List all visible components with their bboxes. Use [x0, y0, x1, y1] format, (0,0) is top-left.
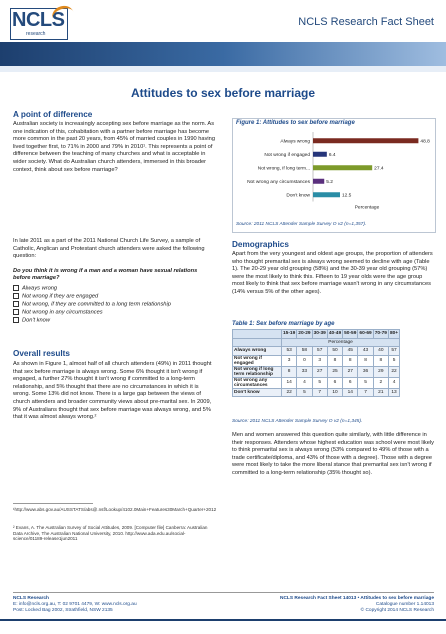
figure-title: Figure 1: Attitudes to sex before marriage	[236, 120, 355, 126]
table-header-cell: 15-19	[283, 331, 296, 337]
table-header-cell: 20-29	[298, 331, 311, 337]
section-body-demographics: Apart from the very youngest and oldest age groups, the proportion of attenders who thought premarital sex is always wrong seemed to decline with age (Table 1). The 20-29 year old grouping (58%) and the 30-39 year old grouping (57%) were the most likely to think this. Fifteen to 19 year olds were the age group most likely to think that sex before marriage wasn't wrong in any circumstances (14% versus 5% of the other ages).	[232, 251, 433, 295]
survey-option: Not wrong in any circumstances	[13, 309, 216, 317]
table-header-row	[233, 330, 400, 339]
table-cell: 25	[327, 366, 342, 377]
survey-question: Do you think it is wrong if a man and a woman have sexual relations before marriage?	[13, 268, 198, 282]
footnote-2: ² Evans, A. The Australian Survey of Social Attitudes, 2009. [Computer file] Canberra: Australian Data Archive, The Australian National University, 2010. http://www.ada.edu.au/social-science/01189-release1jun2011	[13, 525, 208, 542]
table-cell: 40	[373, 347, 388, 356]
table-header-cell	[233, 330, 282, 339]
table-header-cell: 30-39	[313, 331, 326, 337]
section-body-survey: In late 2011 as a part of the 2011 National Church Life Survey, a sample of Catholic, Anglican and Protestant church attenders were asked the following question:	[13, 238, 205, 260]
table-cell: 0	[297, 355, 312, 366]
table-cell: 5	[297, 388, 312, 397]
table-row-label: Always wrong	[233, 347, 282, 356]
footer-contact: E: info@ncls.org.au, T: 02 9701 4479, W: www.ncls.org.au	[13, 602, 137, 607]
table-cell: 8	[282, 366, 297, 377]
footer-factsheet: NCLS Research Fact Sheet 14013 • Attitudes to sex before marriage	[280, 596, 434, 601]
table-header-cell: 70-79	[374, 331, 387, 337]
x-axis-label: Percentage	[354, 205, 380, 211]
table-row-label: Not wrong if long term relationship	[233, 366, 282, 377]
table-cell: 8	[343, 355, 358, 366]
table-cell: 14	[343, 388, 358, 397]
figure-chart	[233, 128, 433, 216]
checkbox-icon	[13, 301, 19, 307]
category-label: Always wrong	[280, 139, 310, 145]
table-title: Table 1: Sex before marriage by age	[232, 321, 335, 327]
table-cell: 43	[358, 347, 373, 356]
survey-option: Don't know	[13, 317, 216, 325]
table-row-label: Not wrong any circumstances	[233, 377, 282, 388]
survey-option: Always wrong	[13, 285, 216, 293]
bar	[313, 152, 327, 157]
bar-value-label: 6.4	[328, 152, 336, 158]
table-cell: 13	[388, 388, 399, 397]
section-heading-difference: A point of difference	[13, 110, 93, 119]
survey-option: Not wrong, if they are committed to a long term relationship	[13, 301, 216, 309]
table-header-cell: 60-69	[359, 331, 372, 337]
table-cell: 14	[282, 377, 297, 388]
table-source: Source: 2011 NCLS Attender Sample Survey O v2 (n=1,345).	[232, 419, 363, 424]
category-label: Not wrong if engaged	[264, 152, 310, 158]
bar	[313, 179, 324, 184]
table-cell: 10	[327, 388, 342, 397]
table-cell: 6	[343, 377, 358, 388]
section-heading-demographics: Demographics	[232, 240, 289, 249]
footer-left	[13, 596, 137, 614]
survey-option: Not wrong if they are engaged	[13, 293, 216, 301]
table-cell: 22	[388, 366, 399, 377]
table-row	[233, 347, 400, 356]
checkbox-icon	[13, 317, 19, 323]
page-title: Attitudes to sex before marriage	[130, 86, 316, 100]
table-cell: 5	[388, 355, 399, 366]
table-subheader-row	[233, 338, 400, 347]
age-table	[232, 329, 400, 397]
table-row	[233, 388, 400, 397]
table-cell: 58	[297, 347, 312, 356]
header-banner-strip	[0, 66, 446, 72]
table-subheader: Percentage	[282, 338, 400, 347]
bar-value-label: 12.5	[342, 193, 352, 199]
survey-options	[13, 285, 216, 325]
logo-text: NCLS	[12, 9, 65, 31]
table-header-cell: 40-49	[328, 331, 342, 337]
table-cell: 4	[388, 377, 399, 388]
header-banner	[0, 42, 446, 66]
bar-value-label: 48.8	[420, 139, 430, 145]
table-cell: 3	[282, 355, 297, 366]
header-title: NCLS Research Fact Sheet	[298, 16, 434, 28]
section-body-closing: Men and women answered this question quite similarly, with little difference in their responses. Attenders whose highest education was school were most likely to think premarital sex is always wrong (53% compared to 49% of those with a trade certificate/diploma, and 43% of those with a degree). Those with a degree were most likely to take the more liberal stance that premarital sex isn't wrong if committed to a long-term relationship (35% thought so).	[232, 432, 435, 476]
bar	[313, 138, 418, 143]
table-cell: 6	[327, 377, 342, 388]
bar	[313, 165, 372, 170]
table-cell: 45	[343, 347, 358, 356]
table-cell: 27	[343, 366, 358, 377]
footer-catalogue: Catalogue number 1.14013	[375, 602, 434, 607]
footnote-1: ¹http://www.abs.gov.au/AUSSTATS/abs@.nsf/Lookup/4102.0Main+Features30March+Quarter+2012	[13, 507, 217, 512]
footnote-rule	[13, 503, 93, 504]
table-cell: 33	[297, 366, 312, 377]
table-cell	[233, 338, 282, 347]
table-cell: 50	[327, 347, 342, 356]
table-cell: 4	[297, 377, 312, 388]
category-label: Not wrong any circumstances	[247, 179, 310, 185]
logo-subtext: research	[26, 31, 46, 37]
table-row-label: Not wrong if engaged	[233, 355, 282, 366]
table-cell: 5	[312, 377, 327, 388]
checkbox-icon	[13, 293, 19, 299]
table-cell: 57	[312, 347, 327, 356]
table-cell: 3	[312, 355, 327, 366]
footer-copyright: © Copyright 2014 NCLS Research	[360, 608, 434, 613]
footer-rule	[13, 592, 434, 593]
section-body-difference: Australian society is increasingly accepting sex before marriage as the norm. As one indication of this, cohabitation with a partner before marriage has become more common in the past 20 years, from 45% of married couples in 1990 having lived together first, to 71% in 2000 and 79% in 2010¹. This represents a point of difference between the teaching of many churches and what is acceptable in wider society. What do Australian church attenders, immersed in this broader context, think about sex before marriage?	[13, 121, 216, 173]
table-cell: 7	[312, 388, 327, 397]
checkbox-icon	[13, 309, 19, 315]
footer-postal: Post: Locked Bag 2002, Strathfield, NSW 2135	[13, 608, 113, 613]
bar-value-label: 27.4	[374, 166, 384, 172]
table-row	[233, 366, 400, 377]
section-body-results: As shown in Figure 1, almost half of all church attenders (49%) in 2011 thought that sex before marriage is always wrong. Some 6% thought it isn't wrong if engaged, a further 27% thought it isn't wrong if committed to a long-term relationship, and 5% thought that there are no circumstances in which it is wrong. Some 13% did not know. There is a large gap between the views of church attenders and broader community views about pre-marital sex. In 2009, 9% of Australians thought that sex before marriage was always wrong, and 5% that it was almost always wrong.²	[13, 361, 212, 421]
table-cell: 2	[373, 377, 388, 388]
table-cell: 5	[358, 377, 373, 388]
checkbox-icon	[13, 285, 19, 291]
table-cell: 7	[358, 388, 373, 397]
bar	[313, 192, 340, 197]
figure-source: Source: 2011 NCLS Attender Sample Survey O v2 (n=1,357).	[236, 222, 367, 227]
footer-org: NCLS Research	[13, 596, 49, 601]
table-cell: 21	[373, 388, 388, 397]
table-cell: 53	[282, 347, 297, 356]
footer-bar	[0, 619, 446, 621]
table-cell: 8	[358, 355, 373, 366]
footer-right	[280, 596, 434, 614]
table-cell: 57	[388, 347, 399, 356]
table-cell: 8	[373, 355, 388, 366]
table-header-cell: 50-59	[344, 331, 357, 337]
category-label: Don't know	[286, 193, 310, 199]
table-container	[232, 329, 400, 397]
bar-value-label: 5.2	[326, 179, 333, 185]
table-cell: 36	[358, 366, 373, 377]
category-label: Not wrong, if long term...	[257, 166, 310, 172]
table-row-label: Don't know	[233, 388, 282, 397]
table-cell: 8	[327, 355, 342, 366]
section-heading-results: Overall results	[13, 349, 70, 358]
table-row	[233, 355, 400, 366]
table-row	[233, 377, 400, 388]
table-cell: 29	[373, 366, 388, 377]
table-cell: 22	[282, 388, 297, 397]
table-header-cell: 80+	[389, 331, 399, 337]
table-cell: 27	[312, 366, 327, 377]
